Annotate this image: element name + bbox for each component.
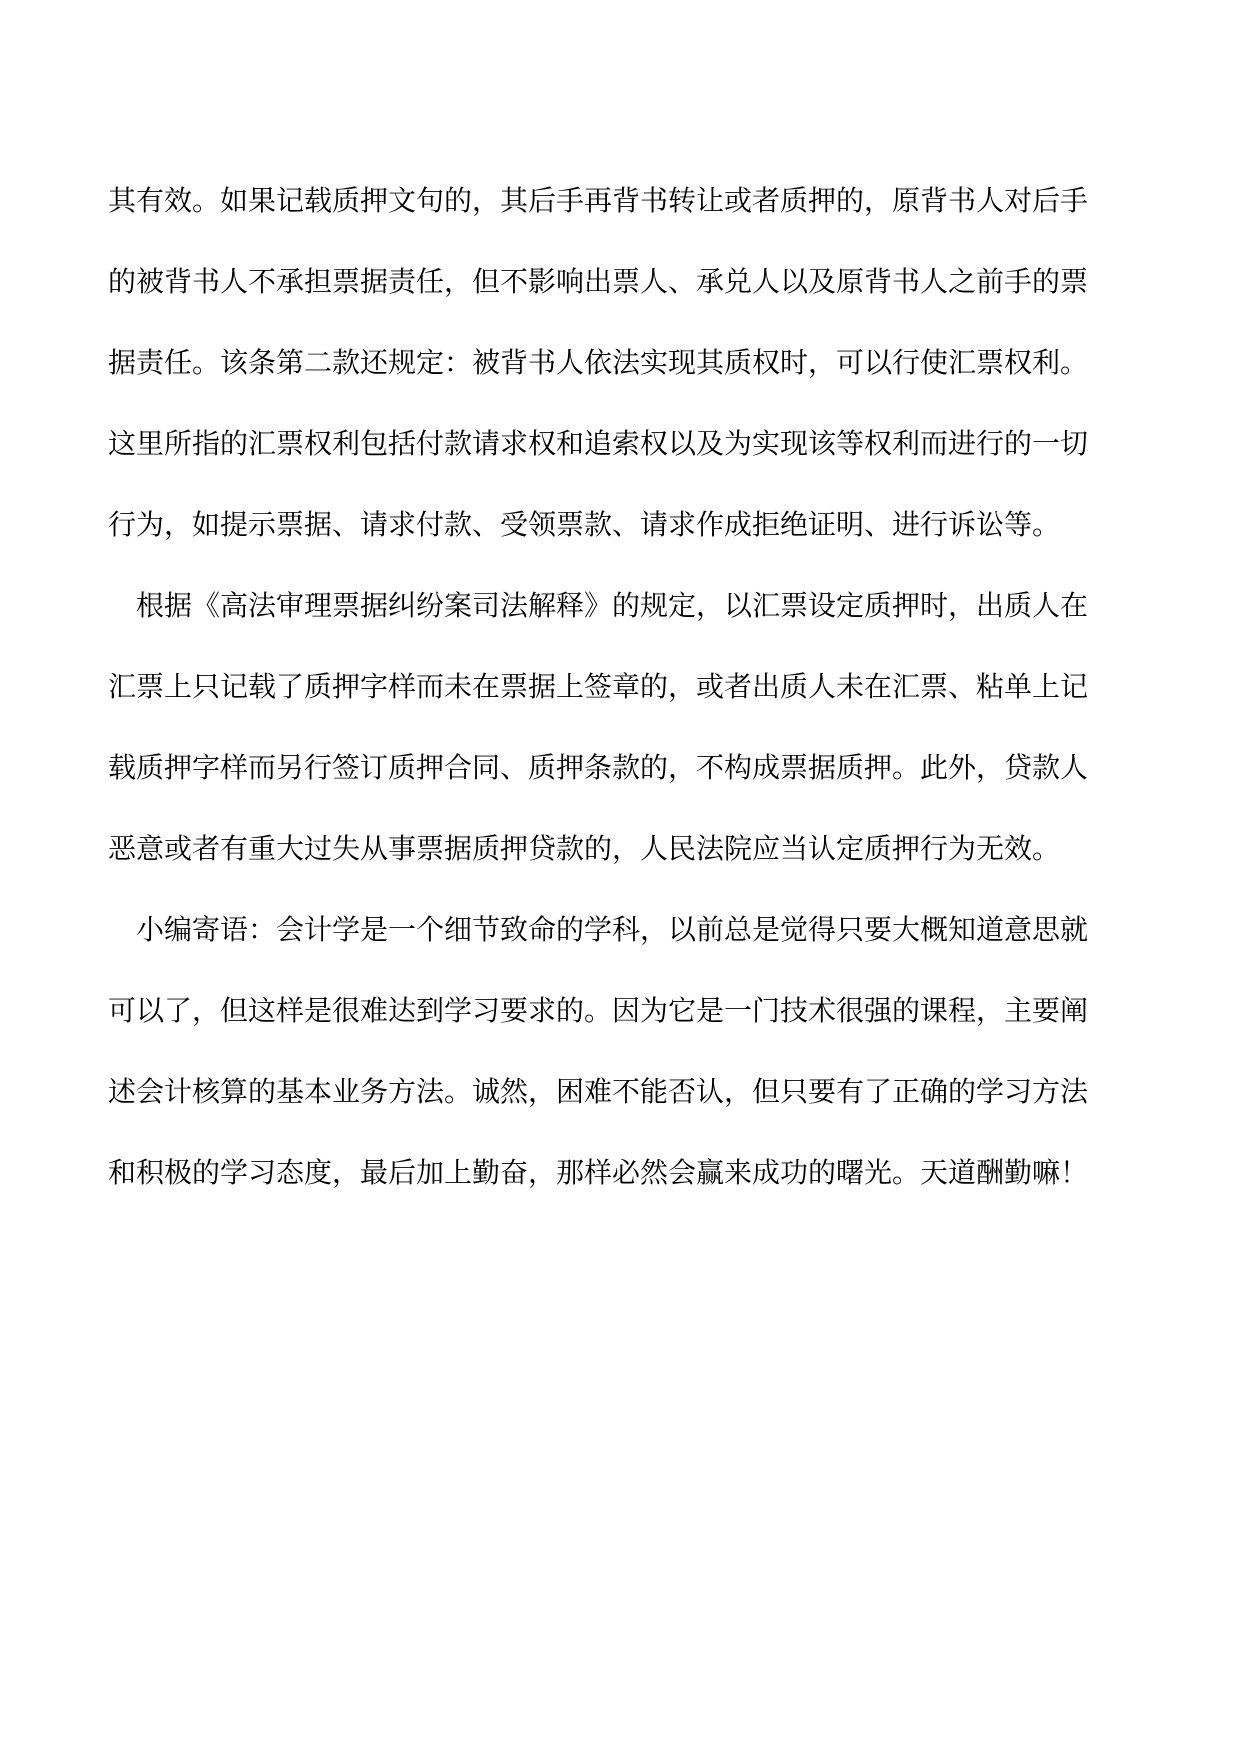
text-line: 和积极的学习态度，最后加上勤奋，那样必然会赢来成功的曙光。天道酬勤嘛！ <box>108 1156 1089 1189</box>
text-line: 小编寄语：会计学是一个细节致命的学科，以前总是觉得只要大概知道意思就 <box>136 913 1089 946</box>
paragraph-3 <box>108 889 1138 1213</box>
text-line: 载质押字样而另行签订质押合同、质押条款的，不构成票据质押。此外，贷款人 <box>108 751 1089 784</box>
text-line: 恶意或者有重大过失从事票据质押贷款的，人民法院应当认定质押行为无效。 <box>108 832 1061 865</box>
paragraph-2 <box>108 565 1138 889</box>
text-line: 述会计核算的基本业务方法。诚然，困难不能否认，但只要有了正确的学习方法 <box>108 1075 1089 1108</box>
text-line: 汇票上只记载了质押字样而未在票据上签章的，或者出质人未在汇票、粘单上记 <box>108 670 1089 703</box>
text-line: 其有效。如果记载质押文句的，其后手再背书转让或者质押的，原背书人对后手 <box>108 184 1089 217</box>
text-line: 行为，如提示票据、请求付款、受领票款、请求作成拒绝证明、进行诉讼等。 <box>108 508 1061 541</box>
document-body <box>108 160 1138 1213</box>
text-line: 根据《高法审理票据纠纷案司法解释》的规定，以汇票设定质押时，出质人在 <box>136 589 1089 622</box>
text-line: 这里所指的汇票权利包括付款请求权和追索权以及为实现该等权利而进行的一切 <box>108 427 1089 460</box>
paragraph-1 <box>108 160 1138 565</box>
text-line: 的被背书人不承担票据责任，但不影响出票人、承兑人以及原背书人之前手的票 <box>108 265 1089 298</box>
text-line: 据责任。该条第二款还规定：被背书人依法实现其质权时，可以行使汇票权利。 <box>108 346 1089 379</box>
text-line: 可以了，但这样是很难达到学习要求的。因为它是一门技术很强的课程，主要阐 <box>108 994 1089 1027</box>
